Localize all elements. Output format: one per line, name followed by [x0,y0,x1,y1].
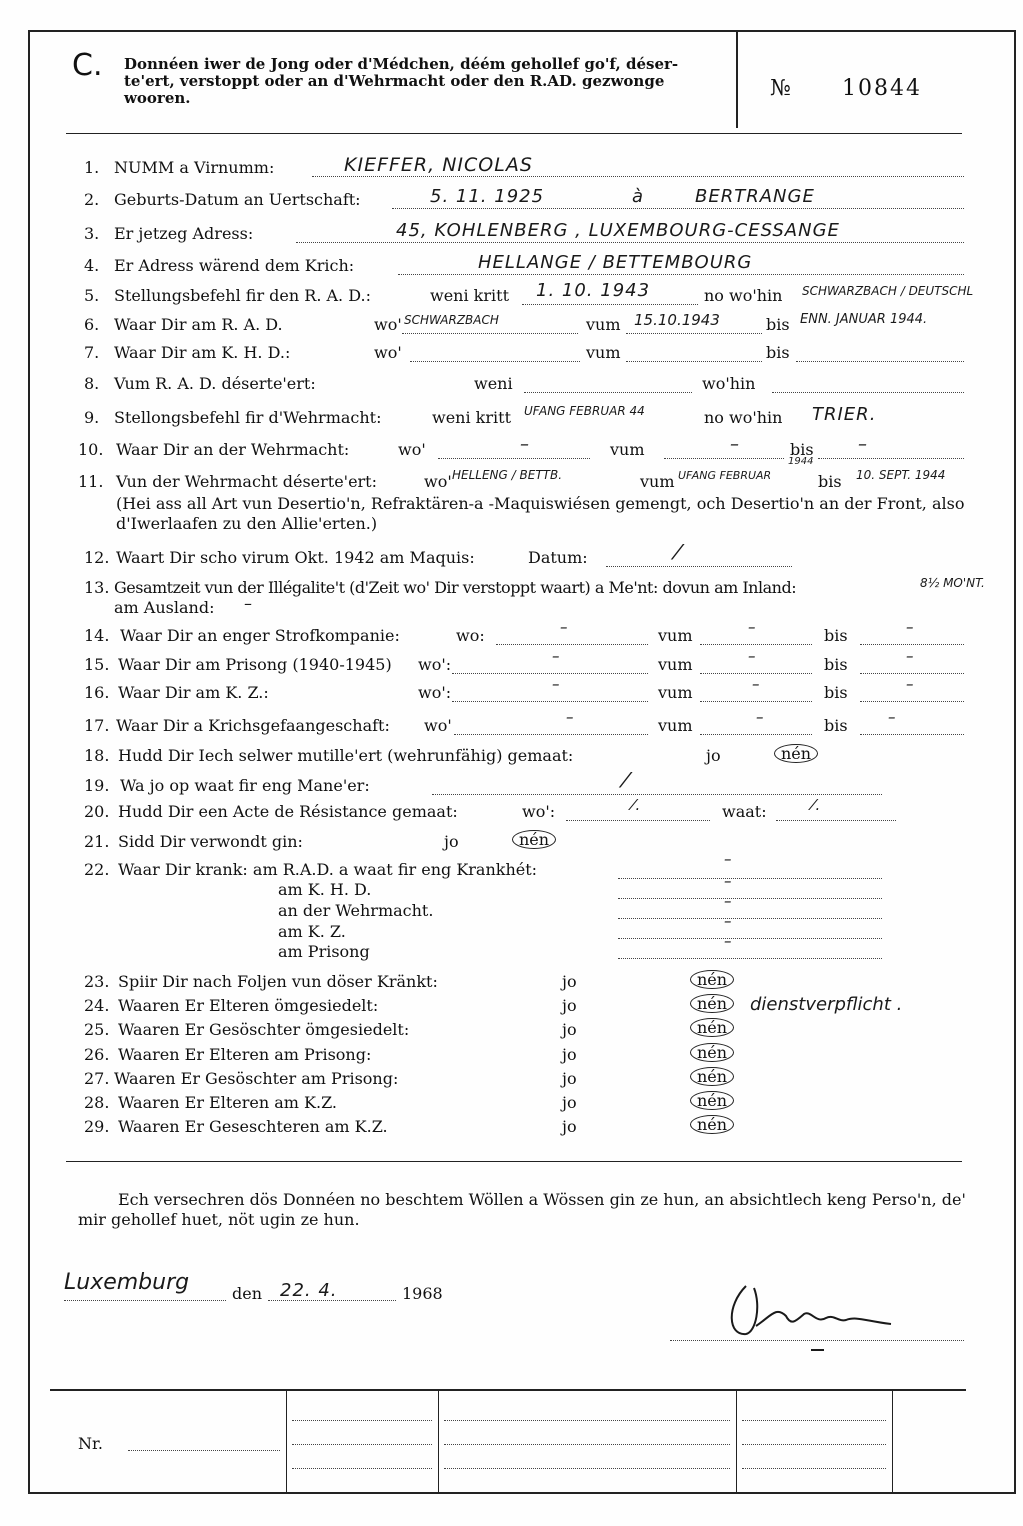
rad-place: SCHWARZBACH [404,313,499,327]
row-16-number: 16. [84,683,110,702]
row-22-sub-khd: am K. H. D. [278,880,372,899]
row-16-line-2 [700,701,812,702]
row-10-value-1: – [520,434,530,455]
row-17-word-2: vum [658,716,693,735]
row-10-line-1 [438,458,590,459]
section-end-rule [66,1161,962,1162]
row-15-line-2 [700,673,812,674]
row-16-line-1 [452,701,648,702]
row-23-no-circled: nén [690,970,734,989]
den-label: den [232,1284,263,1303]
row-24-no-circled: nén [690,994,734,1013]
row-4-label: Er Adress wärend dem Krich: [114,256,355,275]
row-4-number: 4. [84,256,100,275]
table-dots-8 [742,1444,886,1445]
row-10-line-3 [818,458,964,459]
row-6-word-1: wo' [374,315,402,334]
row-23-yes: jo [562,972,577,991]
row-15-line-3 [860,673,964,674]
row-18-number: 18. [84,746,110,765]
section-letter: C. [72,48,103,83]
row-21-number: 21. [84,832,110,851]
rad-order-destination: SCHWARZBACH / DEUTSCHL [802,284,974,298]
row-2-number: 2. [84,190,100,209]
row-23-number: 23. [84,972,110,991]
row-26-no-circled: nén [690,1043,734,1062]
row-29-number: 29. [84,1117,110,1136]
row-28-yes: jo [562,1093,577,1112]
row-17-line-2 [700,734,812,735]
row-8-word-2: wo'hin [702,374,756,393]
row-10-word-1: wo' [398,440,426,459]
row-17-value-2: – [756,708,765,726]
row-6-number: 6. [84,315,100,334]
row-12-label: Waart Dir scho virum Okt. 1942 am Maquis: [116,548,475,567]
row-7-word-1: wo' [374,343,402,362]
row-24-number: 24. [84,996,110,1015]
row-3-number: 3. [84,224,100,243]
row-8-word-1: weni [474,374,513,393]
row-14-line-3 [860,644,964,645]
row-22-sub-prisong: am Prisong [278,942,370,961]
row-22-number: 22. [84,860,110,879]
signature-date: 22. 4. [280,1280,338,1301]
row-17-word-3: bis [824,716,848,735]
row-14-value-1: – [560,618,569,636]
name-value: KIEFFER, NICOLAS [344,154,533,176]
row-1-label: NUMM a Virnumm: [114,158,275,177]
row-16-word-1: wo': [418,683,452,702]
row-13-label: Gesamtzeit vun der Illégalite't (d'Zeit wo' Dir verstoppt waart) a Me'nt: dovun am Inland: [114,578,797,597]
rad-from: 15.10.1943 [634,311,720,329]
wehrmacht-order-destination: TRIER. [812,404,877,425]
row-10-word-3: bis [790,440,814,459]
row-22-sub-line-3 [618,938,882,939]
wehrmacht-order-date: UFANG FEBRUAR 44 [524,404,645,418]
row-21-no-circled: nén [512,830,556,849]
row-15-value-1: – [552,647,561,665]
row-26-label: Waaren Er Elteren am Prisong: [118,1045,372,1064]
row-14-line-1 [496,644,648,645]
row-22-sub-wehrmacht: an der Wehrmacht. [278,901,434,920]
rad-order-date: 1. 10. 1943 [536,280,651,301]
row-17-value-3: – [888,708,897,726]
row-21-yes: jo [444,832,459,851]
row-22-sub-line-4 [618,958,882,959]
row-13-number: 13. [84,578,110,597]
row-2-label: Geburts-Datum an Uertschaft: [114,190,361,209]
row-20-value-1: ⁄. [632,796,642,814]
row-12-number: 12. [84,548,110,567]
row-22-line [618,878,882,879]
row-15-value-3: – [906,647,915,665]
row-18-yes: jo [706,746,721,765]
row-20-number: 20. [84,802,110,821]
row-27-no-circled: nén [690,1067,734,1086]
row-17-word-1: wo' [424,716,452,735]
row-22-sub-kz: am K. Z. [278,922,346,941]
row-5-word-2: no wo'hin [704,286,783,305]
row-22-sub-line-2 [618,918,882,919]
row-15-word-3: bis [824,655,848,674]
row-22-sub-value-1: – [724,872,733,890]
row-10-label: Waar Dir an der Wehrmacht: [116,440,350,459]
row-19-number: 19. [84,776,110,795]
table-dots-4 [444,1420,730,1421]
row-22-sub-value-3: – [724,912,733,930]
row-14-value-2: – [748,618,757,636]
row-14-word-3: bis [824,626,848,645]
row-13-abroad-label: am Ausland: [114,598,215,617]
row-27-number: 27. [84,1069,110,1088]
row-10-value-3: – [858,434,868,455]
row-8-label: Vum R. A. D. déserte'ert: [114,374,316,393]
row-10-word-2: vum [610,440,645,459]
row-11-word-2: vum [640,472,675,491]
row-7-line-1 [410,361,580,362]
row-26-yes: jo [562,1045,577,1064]
table-col-3 [736,1391,737,1494]
row-20-label: Hudd Dir een Acte de Résistance gemaat: [118,802,458,821]
row-20-value-2: ⁄. [812,796,822,814]
table-dots-3 [292,1468,432,1469]
row-23-label: Spiir Dir nach Foljen vun döser Kränkt: [118,972,438,991]
table-col-2 [438,1391,439,1494]
illegality-inland: 8½ MO'NT. [920,576,985,590]
place-line [64,1300,226,1301]
row-20-word-1: wo': [522,802,556,821]
row-9-word-1: weni kritt [432,408,511,427]
row-7-line-3 [796,361,964,362]
signature-year: 1968 [402,1284,443,1303]
row-25-label: Waaren Er Gesöschter ömgesiedelt: [118,1020,410,1039]
row-16-value-2: – [752,675,761,693]
row-15-word-1: wo': [418,655,452,674]
row-5-line-1 [522,304,698,305]
row-22-sub-value-4: – [724,932,733,950]
row-25-yes: jo [562,1020,577,1039]
row-27-yes: jo [562,1069,577,1088]
birth-place-value: BERTRANGE [695,186,815,207]
row-2-line [392,208,964,209]
row-8-number: 8. [84,374,100,393]
row-15-label: Waar Dir am Prisong (1940-1945) [118,655,392,674]
row-9-number: 9. [84,408,100,427]
header-divider [736,32,738,128]
row-11-label: Vun der Wehrmacht déserte'ert: [116,472,377,491]
row-22-value: – [724,850,733,868]
row-20-line-2 [776,820,896,821]
row-16-word-2: vum [658,683,693,702]
row-12-line-1 [606,566,792,567]
war-address-value: HELLANGE / BETTEMBOURG [478,252,753,273]
row-5-number: 5. [84,286,100,305]
row-16-value-1: – [552,675,561,693]
row-7-word-3: bis [766,343,790,362]
table-dots-7 [742,1420,886,1421]
row-22-sub-line-1 [618,898,882,899]
row-24-extra: dienstverpflicht . [750,994,903,1015]
row-15-line-1 [452,673,648,674]
row-15-number: 15. [84,655,110,674]
row-17-line-1 [454,734,648,735]
row-17-label: Waar Dir a Krichsgefaangeschaft: [116,716,390,735]
row-16-value-3: – [906,675,915,693]
row-26-number: 26. [84,1045,110,1064]
table-col-4 [892,1391,893,1494]
row-28-number: 28. [84,1093,110,1112]
row-14-label: Waar Dir an enger Strofkompanie: [120,626,400,645]
nr-label: Nr. [78,1434,103,1453]
desertion-until: 10. SEPT. 1944 [856,468,946,482]
row-9-word-2: no wo'hin [704,408,783,427]
row-27-label: Waaren Er Gesöschter am Prisong: [114,1069,399,1088]
bottom-table-top-rule [50,1389,966,1391]
row-29-yes: jo [562,1117,577,1136]
row-21-label: Sidd Dir verwondt gin: [118,832,303,851]
row-14-number: 14. [84,626,110,645]
row-7-line-2 [626,361,762,362]
row-11-note: (Hei ass all Art vun Desertio'n, Refraktären-a -Maquiswiésen gemengt, och Desertio'n an der Front, also d'Iwerlaafen zu den Allie'erten.) [116,494,965,533]
desertion-from-year: 1944 [788,456,814,467]
row-16-line-3 [860,701,964,702]
row-19-value: ⁄ [624,768,629,792]
row-15-value-2: – [748,647,757,665]
row-20-word-2: waat: [722,802,767,821]
row-11-word-3: bis [818,472,842,491]
row-9-label: Stellongsbefehl fir d'Wehrmacht: [114,408,382,427]
row-22-label: Waar Dir krank: am R.A.D. a waat fir eng Krankhét: [118,860,538,879]
row-3-label: Er jetzeg Adress: [114,224,254,243]
row-24-yes: jo [562,996,577,1015]
row-17-line-3 [860,734,964,735]
current-address-value: 45, KOHLENBERG , LUXEMBOURG-CESSANGE [396,220,840,241]
table-dots-9 [742,1468,886,1469]
row-6-label: Waar Dir am R. A. D. [114,315,283,334]
row-18-label: Hudd Dir Iech selwer mutille'ert (wehrunfähig) gemaat: [118,746,574,765]
table-dots-1 [292,1420,432,1421]
row-10-value-2: – [730,434,740,455]
row-17-value-1: – [566,708,575,726]
row-11-word-1: wo' [424,472,452,491]
nr-line [128,1450,280,1451]
row-16-word-3: bis [824,683,848,702]
row-4-line [398,274,964,275]
table-dots-2 [292,1444,432,1445]
row-24-label: Waaren Er Elteren ömgesiedelt: [118,996,379,1015]
rad-until: ENN. JANUAR 1944. [800,312,928,327]
row-7-word-2: vum [586,343,621,362]
row-10-line-2 [664,458,784,459]
row-8-line-1 [524,392,692,393]
row-6-word-3: bis [766,315,790,334]
row-20-line-1 [566,820,710,821]
row-28-no-circled: nén [690,1091,734,1110]
row-18-no-circled: nén [774,744,818,763]
declaration-text: Ech versechren dös Donnéen no beschtem Wöllen a Wössen gin ze hun, an absichtlech keng Perso'n, de' mir gehollef huet, nöt ugin ze hun. [78,1190,966,1229]
row-6-word-2: vum [586,315,621,334]
row-29-label: Waaren Er Geseschteren am K.Z. [118,1117,388,1136]
row-19-line [432,794,882,795]
row-14-word-2: vum [658,626,693,645]
row-14-word-1: wo: [456,626,485,645]
row-14-line-2 [700,644,812,645]
row-19-label: Wa jo op waat fir eng Mane'er: [120,776,370,795]
illegality-abroad: – [244,594,253,613]
birth-a-value: à [632,186,645,207]
table-dots-5 [444,1444,730,1445]
signature-place: Luxemburg [64,1270,190,1295]
header-rule [66,133,962,134]
row-5-label: Stellungsbefehl fir den R. A. D.: [114,286,371,305]
row-12-value-1: ⁄ [676,540,681,564]
row-6-line-2 [626,333,762,334]
row-17-number: 17. [84,716,110,735]
row-14-value-3: – [906,618,915,636]
row-5-word-1: weni kritt [430,286,509,305]
row-8-line-2 [772,392,964,393]
row-1-number: 1. [84,158,100,177]
row-15-word-2: vum [658,655,693,674]
row-3-line [296,242,964,243]
row-11-number: 11. [78,472,104,491]
row-25-number: 25. [84,1020,110,1039]
table-col-1 [286,1391,287,1494]
birth-date-value: 5. 11. 1925 [430,186,545,207]
number-sign: № [770,76,793,101]
desertion-from: UFANG FEBRUAR [678,469,772,482]
row-1-line [312,176,964,177]
row-29-no-circled: nén [690,1115,734,1134]
signature-mark [716,1266,916,1362]
row-7-number: 7. [84,343,100,362]
row-6-line-1 [402,333,578,334]
row-16-label: Waar Dir am K. Z.: [118,683,269,702]
row-7-label: Waar Dir am K. H. D.: [114,343,291,362]
row-10-number: 10. [78,440,104,459]
row-12-word-1: Datum: [528,548,588,567]
row-28-label: Waaren Er Elteren am K.Z. [118,1093,338,1112]
section-intro: Donnéen iwer de Jong oder d'Médchen, déém gehollef go'f, déser-te'ert, verstoppt oder an d'Wehrmacht oder den R.AD. gezwonge wooren. [124,55,679,107]
row-25-no-circled: nén [690,1018,734,1037]
form-number: 10844 [842,76,922,101]
table-dots-6 [444,1468,730,1469]
desertion-place: HELLENG / BETTB. [452,468,563,482]
row-22-sub-value-2: – [724,892,733,910]
